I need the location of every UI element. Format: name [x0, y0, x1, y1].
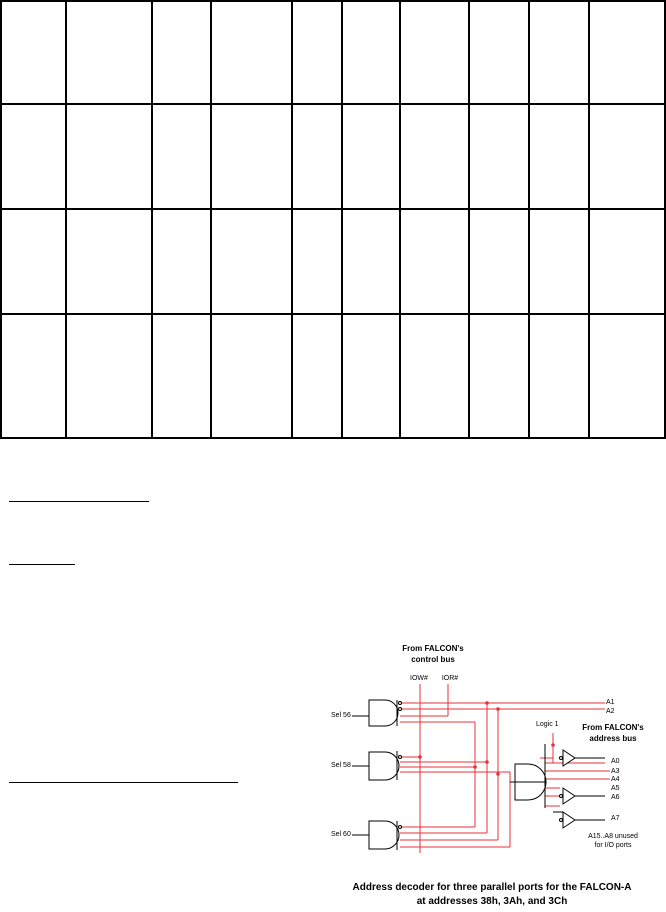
a6-label: A6 — [611, 794, 620, 801]
control-bus-heading: From FALCON's — [402, 644, 464, 653]
diagram-caption: Address decoder for three parallel ports for the FALCON-A — [352, 882, 632, 893]
address-bus-heading: From FALCON's — [582, 723, 644, 732]
sel60-label: Sel 60 — [331, 831, 351, 838]
inverter-a7 — [563, 812, 575, 828]
sel56-label: Sel 56 — [331, 712, 351, 719]
empty-table-grid — [0, 0, 666, 439]
heading-underline — [9, 564, 75, 565]
table-border — [1, 1, 665, 438]
inverter-a0 — [563, 750, 575, 766]
heading-underline — [9, 782, 238, 783]
a4-label: A4 — [611, 776, 620, 783]
and-gate-sel60 — [369, 821, 399, 849]
a5-label: A5 — [611, 785, 620, 792]
sel58-label: Sel 58 — [331, 762, 351, 769]
and-gate-sel56 — [369, 700, 398, 726]
a3-label: A3 — [611, 768, 620, 775]
wiring — [400, 684, 610, 853]
inverter-a5 — [563, 788, 575, 804]
unused-note-2: for I/O ports — [594, 842, 632, 849]
ior-label: IOR# — [441, 675, 459, 682]
address-bus-heading-2: address bus — [589, 734, 637, 743]
logic1-label: Logic 1 — [536, 721, 559, 728]
a1-label: A1 — [606, 699, 615, 706]
a0-label: A0 — [611, 758, 620, 765]
control-bus-heading-2: control bus — [411, 655, 455, 664]
heading-underline — [9, 501, 149, 502]
and-gate-sel58 — [369, 752, 399, 780]
iow-label: IOW# — [410, 675, 428, 682]
unused-note: A15..A8 unused — [588, 833, 638, 840]
diagram-caption-2: at addresses 38h, 3Ah, and 3Ch — [416, 896, 568, 907]
logic-gates — [352, 700, 605, 850]
a7-label: A7 — [611, 815, 620, 822]
address-decoder-diagram — [325, 640, 666, 912]
a2-label: A2 — [606, 708, 615, 715]
